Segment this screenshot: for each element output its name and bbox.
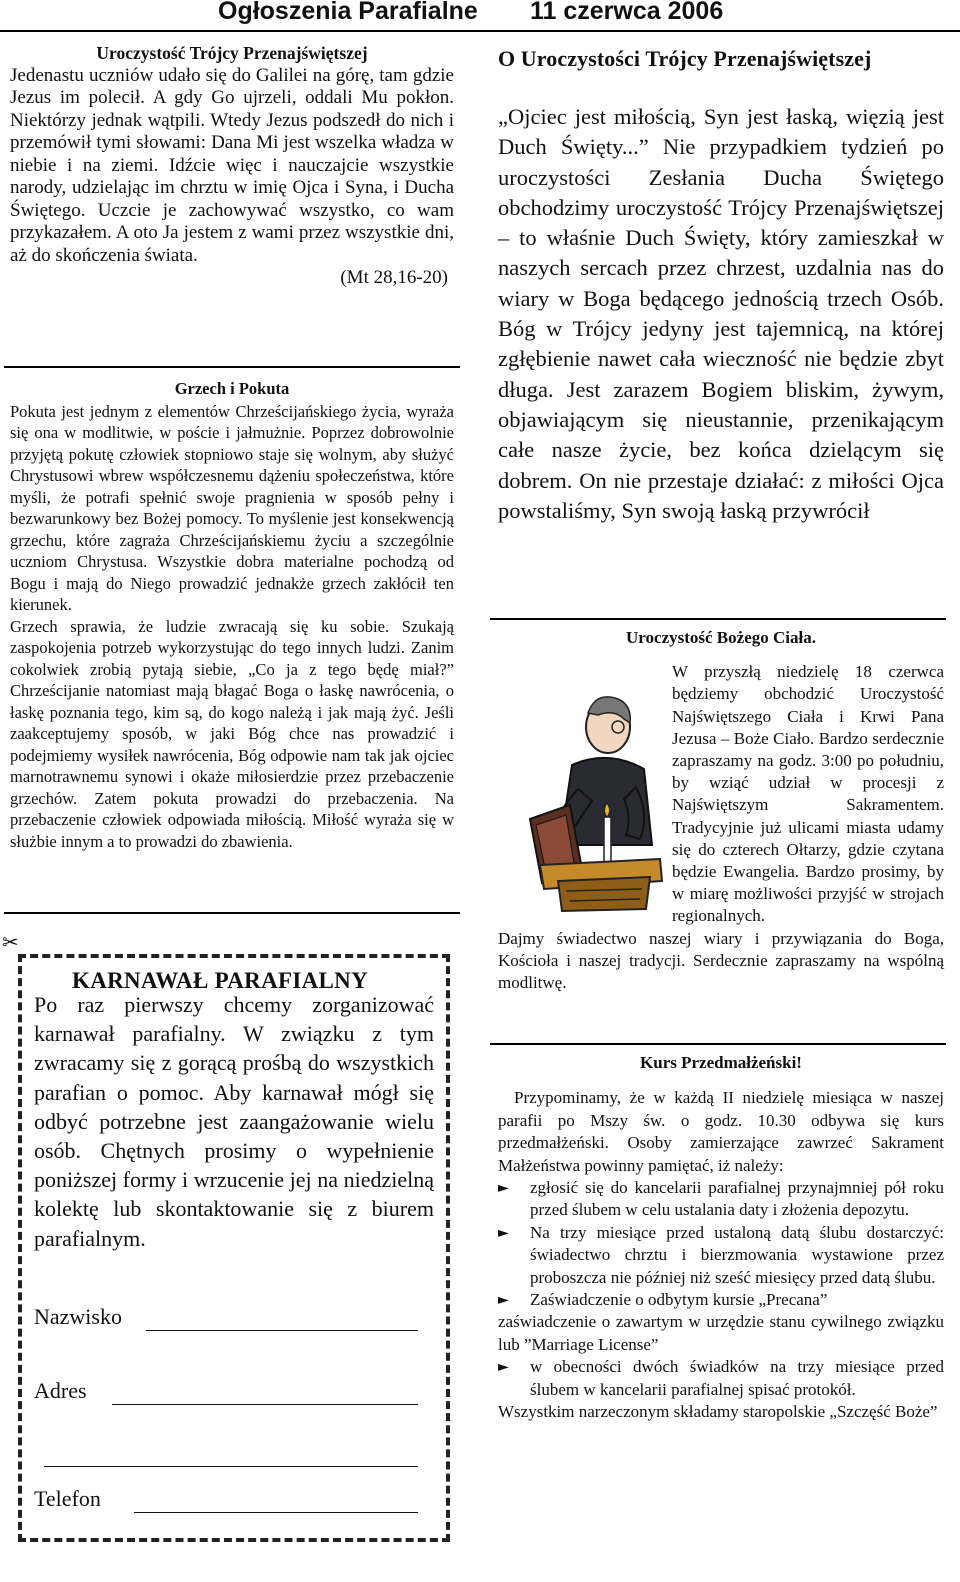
- arrow-bullet-icon: ►: [498, 1292, 509, 1309]
- divider: [490, 618, 946, 620]
- arrow-bullet-icon: ►: [498, 1359, 509, 1376]
- list-item: ► zgłosić się do kancelarii parafialnej przynajmniej pół roku przed ślubem w celu ustalania daty i złożenia depozytu.: [498, 1178, 944, 1220]
- sin-penance-paragraph-2: Grzech sprawia, że ludzie zwracają się ku sobie. Szukają zaspokojenia potrzeb wykorzystując do tego innych ludzi. Zanim cokolwiek zrobią pytają siebie, „Co ja z tego będę miał?” Chrześcijanie natomiast mają błagać Boga o łaskę nawrócenia, o łaskę poznania tego, kim są, do kogo należą i jak mają żyć. Jeśli zaakceptujemy sposób, w jaki Bóg chce nas prowadzić i podejmiemy wysiłek nawrócenia, Bóg odpowie nam tak jak ojciec marnotrawnemu synowi i okaże miłosierdzie przez przebaczenie grzechów. Zatem pokuta prowadzi do przebaczenia. Na przebaczenie człowiek odpowiada miłością. Miłość wyraża się w służbie innym a to prowadzi do zbawienia.: [10, 616, 454, 851]
- scissors-icon: ✂: [2, 932, 19, 954]
- sin-penance-section: [10, 378, 454, 852]
- phone-label: Telefon: [34, 1486, 101, 1511]
- list-item: ► Zaświadczenie o odbytym kursie „Precana”: [498, 1289, 944, 1311]
- arrow-bullet-icon: ►: [498, 1180, 509, 1197]
- gospel-section: [10, 42, 454, 290]
- marriage-course-title: Kurs Przedmałżeński!: [640, 1053, 802, 1072]
- gospel-text: Jedenastu uczniów udało się do Galilei na górę, tam gdzie Jezus im polecił. A gdy Go ujrzeli, oddali Mu pokłon. Niektórzy jednak wątpili. Wtedy Jezus podszedł do nich i przemówił tymi słowami: Dana Mi jest wszelka władza w niebie i na ziemi. Idźcie więc i nauczajcie wszystkie narody, udzielając im chrztu w imię Ojca i Syna, i Ducha Świętego. Uczcie je zachowywać wszystko, co wam przykazałem. A oto Ja jestem z wami przez wszystkie dni, aż do skończenia świata.: [10, 64, 454, 266]
- address-field[interactable]: [112, 1404, 418, 1405]
- corpus-christi-title: Uroczystość Bożego Ciała.: [626, 628, 816, 647]
- carnival-text: Po raz pierwszy chcemy zorganizować karnawał parafialny. W związku z tym zwracamy się z gorącą prośbą do wszystkich parafian o pomoc. Aby karnawał mógł się odbyć potrzebne jest zaangażowanie wielu osób. Chętnych prosimy o wypełnienie poniższej formy i wrzucenie jej na niedzielną kolektę lub skontaktowanie się z biurem parafialnym.: [34, 992, 434, 1251]
- arrow-bullet-icon: ►: [498, 1224, 509, 1241]
- surname-field[interactable]: [146, 1330, 418, 1331]
- trinity-reflection-text: „Ojciec jest miłością, Syn jest łaską, więzią jest Duch Święty...” Nie przypadkiem tydzień po uroczystości Zesłania Ducha Świętego obchodzimy uroczystość Trójcy Przenajświętszej – to właśnie Duch Święty, który zamieszkał w naszych sercach przez chrzest, uzdalnia nas do wiary w Boga będącego jednością trzech Osób. Bóg w Trójcy jedyny jest tajemnicą, na której zgłębienie nawet cała wieczność nie będzie zbyt długa. Jest zarazem Bogiem bliskim, żywym, objawiającym się nieustannie, przenikającym całe nasze życie, bez końca dzielącym się dobrem. On nie przestaje działać: z miłości Ojca powstaliśmy, Syn swoją łaską przywrócił: [498, 104, 944, 523]
- address-field-line-2[interactable]: [44, 1466, 418, 1467]
- trinity-reflection-section: [498, 46, 944, 526]
- corpus-christi-paragraph-2: Dajmy świadectwo naszej wiary i przywiązania do Boga, Kościoła i naszej tradycji. Serdecznie zapraszamy na wspólną modlitwę.: [498, 928, 944, 993]
- trinity-reflection-title: O Uroczystości Trójcy Przenajświętszej: [498, 46, 872, 71]
- gospel-title: Uroczystość Trójcy Przenajświętszej: [96, 43, 368, 63]
- list-item: ► Na trzy miesiące przed ustaloną datą ślubu dostarczyć: świadectwo chrztu i bierzmowania wystawione przez proboszcza nie później niż sześć miesięcy przed datą ślubu.: [498, 1222, 944, 1287]
- carnival-coupon: [18, 954, 450, 1542]
- newsletter-title: Ogłoszenia Parafialne: [218, 0, 478, 25]
- divider: [4, 912, 460, 914]
- sin-penance-title: Grzech i Pokuta: [174, 379, 290, 398]
- address-label: Adres: [34, 1378, 87, 1403]
- corpus-christi-section: [498, 627, 944, 994]
- marriage-course-intro: Przypominamy, że w każdą II niedzielę miesiąca w naszej parafii po Mszy św. o godz. 10.30 odbywa się kurs przedmałżeński. Osoby zamierzające zawrzeć Sakrament Małżeństwa powinny pamiętać, iż należy:: [498, 1088, 944, 1175]
- divider: [4, 366, 460, 368]
- list-item: ► w obecności dwóch świadków na trzy miesiące przed ślubem w kancelarii parafialnej spisać protokół.: [498, 1357, 944, 1399]
- surname-label: Nazwisko: [34, 1304, 122, 1329]
- page-header: [0, 0, 960, 32]
- marriage-course-section: [498, 1052, 944, 1424]
- phone-field[interactable]: [134, 1512, 418, 1513]
- marriage-course-closing: Wszystkim narzeczonym składamy staropolskie „Szczęść Boże”: [498, 1402, 938, 1422]
- sin-penance-paragraph-1: Pokuta jest jednym z elementów Chrześcijańskiego życia, wyraża się ona w modlitwie, w poście i jałmużnie. Poprzez dobrowolnie przyjętą pokutę człowiek stopniowo staje się wolnym, aby służyć Chrystusowi wbrew współczesnemu dążeniu społeczeństwa, które myśli, że potrafi spełnić swoje pragnienia w sposób pełny i bezwarunkowy bez Bożej pomocy. To myślenie jest konsekwencją grzechu, które zagraża Chrześcijańskiemu życiu a szczególnie uczniom Chrystusa. Wszystkie dobra materialne pochodzą od Bogu i mają do Niego prowadzić jednakże grzech zakłócił ten kierunek.: [10, 401, 454, 614]
- newsletter-date: 11 czerwca 2006: [530, 0, 724, 25]
- divider: [490, 1043, 946, 1045]
- corpus-christi-paragraph-1: W przyszłą niedzielę 18 czerwca będziemy obchodzić Uroczystość Najświętszego Ciała i Krwi Pana Jezusa – Boże Ciało. Bardzo serdecznie zapraszamy na godz. 3:00 po południu, by wziąć udział w procesji z Najświętszym Sakramentem. Tradycyjnie już ulicami miasta udamy się do czterech Ołtarzy, gdzie czytana będzie Ewangelia. Bardzo prosimy, by w miarę możliwości przyjść w strojach regionalnych.: [672, 662, 944, 926]
- marriage-course-item-3-extra: zaświadczenie o zawartym w urzędzie stanu cywilnego związku lub ”Marriage License”: [498, 1312, 944, 1354]
- gospel-reference: (Mt 28,16-20): [340, 267, 448, 288]
- priest-at-altar-illustration: [500, 669, 666, 913]
- carnival-title: KARNAWAŁ PARAFIALNY: [72, 968, 368, 993]
